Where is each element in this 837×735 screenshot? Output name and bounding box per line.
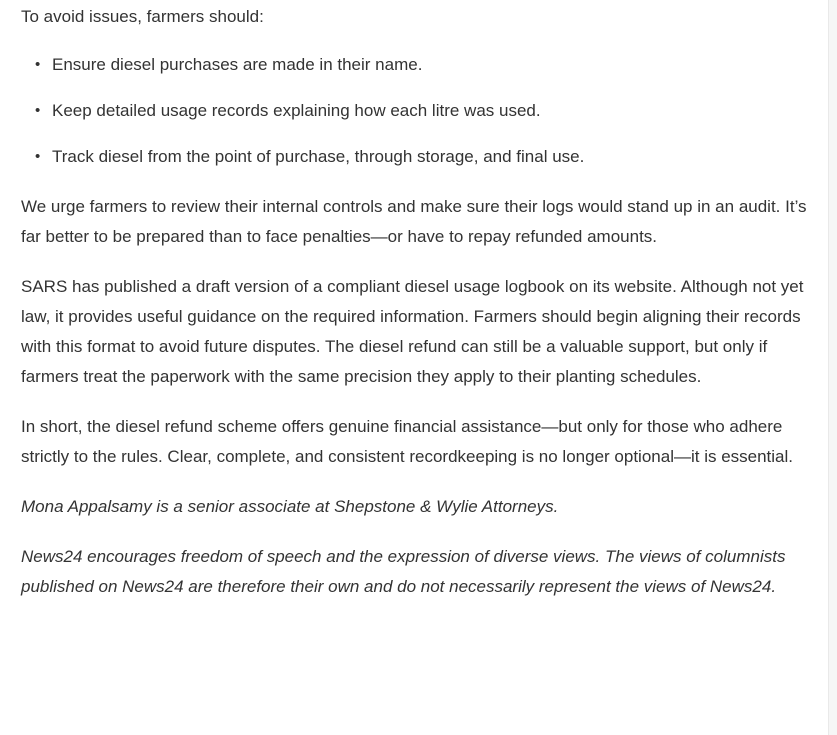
page-right-gutter	[828, 0, 837, 735]
intro-paragraph: To avoid issues, farmers should:	[21, 7, 264, 26]
paragraph-audit-warning: We urge farmers to review their internal controls and make sure their logs would stand up in an audit. It’s far better to be prepared than to face penalties—or have to repay refunded amounts.	[21, 197, 807, 246]
paragraph-conclusion: In short, the diesel refund scheme offers genuine financial assistance—but only for those who adhere strictly to the rules. Clear, complete, and consistent recordkeeping is no longer optional—it is essential.	[21, 417, 794, 466]
bullet-list	[21, 50, 807, 172]
paragraph-sars-logbook: SARS has published a draft version of a compliant diesel usage logbook on its website. Although not yet law, it provides useful guidance on the required information. Farmers should begin aligning their records with this format to avoid future disputes. The diesel refund can still be a valuable support, but only if farmers treat the paperwork with the same precision they apply to their planting schedules.	[21, 277, 804, 386]
list-item-purchases: • Ensure diesel purchases are made in their name.	[21, 50, 807, 80]
list-item-usage-records: • Keep detailed usage records explaining how each litre was used.	[21, 96, 807, 126]
author-byline: Mona Appalsamy is a senior associate at Shepstone & Wylie Attorneys.	[21, 497, 559, 516]
list-item-track-diesel: • Track diesel from the point of purchase, through storage, and final use.	[21, 142, 807, 172]
editorial-disclaimer: News24 encourages freedom of speech and the expression of diverse views. The views of columnists published on News24 are therefore their own and do not necessarily represent the views of News24.	[21, 547, 786, 596]
